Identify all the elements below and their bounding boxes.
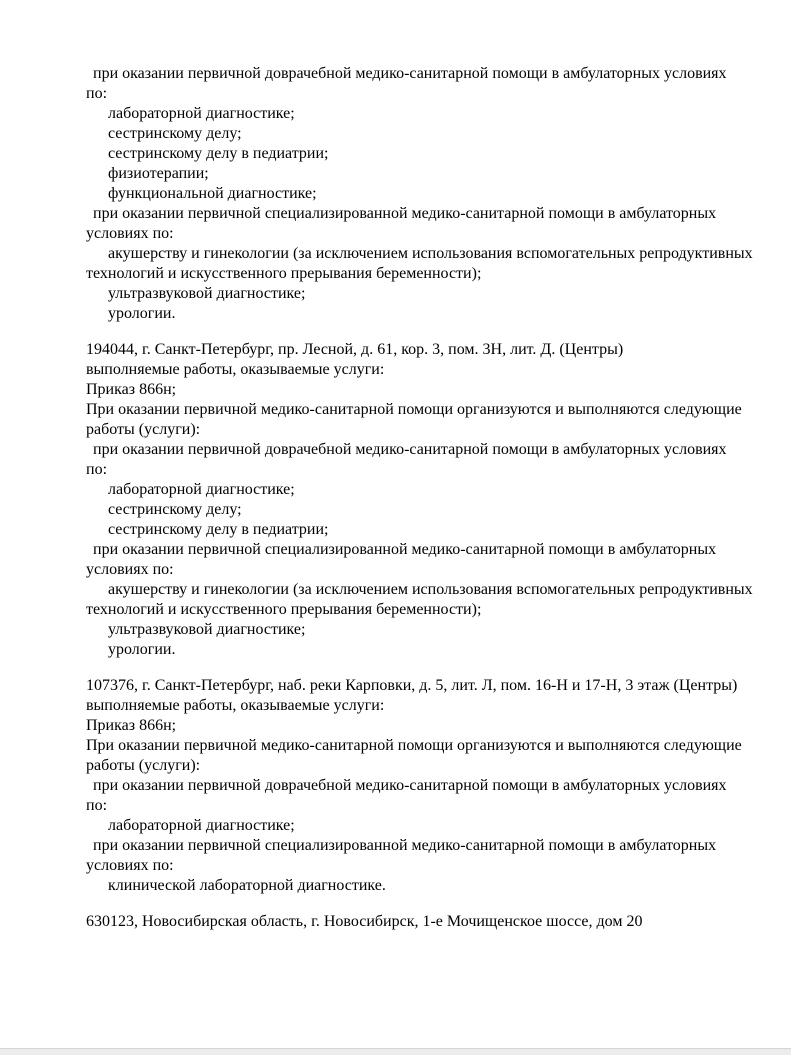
text-line: ультразвуковой диагностике; [108,621,306,638]
address-section-107376 [86,676,773,896]
text-line: условиях по: [86,561,174,578]
text-line: урологии. [108,641,176,658]
text-line: Приказ 866н; [86,717,177,734]
text-line: по: [86,461,108,478]
address-section-194044 [86,340,773,660]
text-line: сестринскому делу в педиатрии; [108,145,329,162]
text-line: при оказании первичной специализированной медико-санитарной помощи в амбулаторных [93,205,717,222]
address-section-630123 [86,912,773,932]
text-line: при оказании первичной доврачебной медико-санитарной помощи в амбулаторных условиях [93,777,727,794]
text-line: акушерству и гинекологии (за исключением использования вспомогательных репродуктивных [108,581,753,598]
text-line: условиях по: [86,225,174,242]
text-line: выполняемые работы, оказываемые услуги: [86,697,385,714]
text-line: при оказании первичной доврачебной медико-санитарной помощи в амбулаторных условиях [93,441,727,458]
text-line: лабораторной диагностике; [108,481,295,498]
document-body [86,64,773,932]
text-line: урологии. [108,305,176,322]
license-works-continued [86,64,773,324]
text-line: лабораторной диагностике; [108,105,295,122]
text-line: при оказании первичной доврачебной медико-санитарной помощи в амбулаторных условиях [93,65,727,82]
text-line: при оказании первичной специализированной медико-санитарной помощи в амбулаторных [93,541,717,558]
text-line: работы (услуги): [86,757,201,774]
text-line: клинической лабораторной диагностике. [108,877,386,894]
text-line: акушерству и гинекологии (за исключением использования вспомогательных репродуктивных [108,245,753,262]
text-line: условиях по: [86,857,174,874]
text-line: физиотерапии; [108,165,209,182]
text-line: технологий и искусственного прерывания беременности); [86,265,482,282]
text-line: ультразвуковой диагностике; [108,285,306,302]
text-line: работы (услуги): [86,421,201,438]
text-line: сестринскому делу в педиатрии; [108,521,329,538]
text-line: по: [86,85,108,102]
text-line: 194044, г. Санкт-Петербург, пр. Лесной, д. 61, кор. 3, пом. 3Н, лит. Д. (Центры) [86,341,624,358]
text-line: по: [86,797,108,814]
text-line: технологий и искусственного прерывания беременности); [86,601,482,618]
text-line: сестринскому делу; [108,125,242,142]
text-line: 630123, Новосибирская область, г. Новосибирск, 1-е Мочищенское шоссе, дом 20 [86,913,643,930]
text-line: выполняемые работы, оказываемые услуги: [86,361,385,378]
text-line: При оказании первичной медико-санитарной помощи организуются и выполняются следующие [86,737,742,754]
text-line: При оказании первичной медико-санитарной помощи организуются и выполняются следующие [86,401,742,418]
text-line: функциональной диагностике; [108,185,317,202]
text-line: 107376, г. Санкт-Петербург, наб. реки Карповки, д. 5, лит. Л, пом. 16-Н и 17-Н, 3 этаж (Центры) [86,677,738,694]
text-line: сестринскому делу; [108,501,242,518]
bottom-scrollbar-track[interactable] [0,1048,791,1055]
text-line: лабораторной диагностике; [108,817,295,834]
text-line: при оказании первичной специализированной медико-санитарной помощи в амбулаторных [93,837,717,854]
text-line: Приказ 866н; [86,381,177,398]
